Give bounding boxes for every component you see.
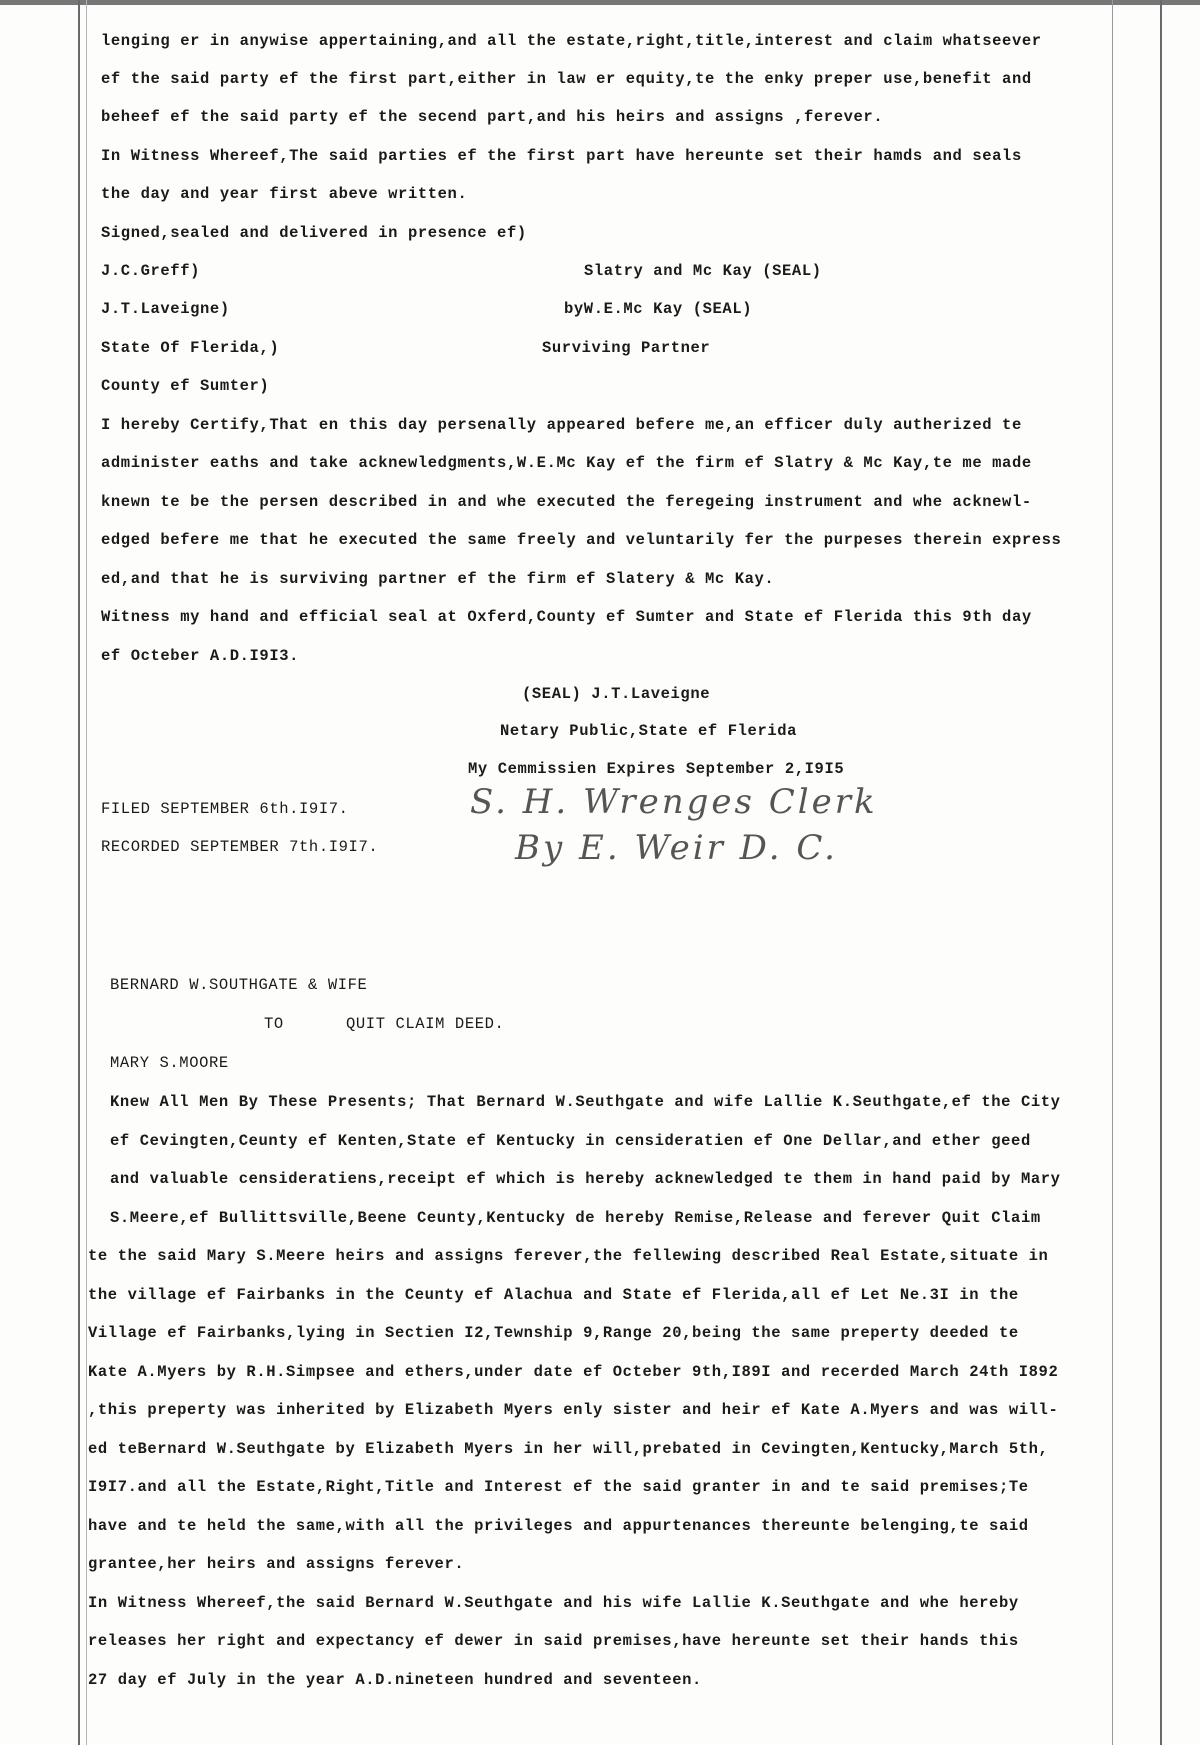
- deed-body-line: and valuable censideratiens,receipt ef which is hereby acknewledged te them in hand paid by Mary: [110, 1170, 1061, 1188]
- deed-body-line: releases her right and expectancy ef dewer in said premises,have hereunte set their hands this: [88, 1632, 1019, 1650]
- venue-state: State Of Flerida,): [101, 339, 280, 357]
- deed-body-line: ed teBernard W.Seuthgate by Elizabeth Myers in her will,prebated in Cevingten,Kentucky,March 5th,: [88, 1440, 1049, 1458]
- certificate-line: edged befere me that he executed the same freely and veluntarily fer the purpeses therein express: [101, 531, 1062, 549]
- text-line: ef the said party ef the first part,either in law er equity,te the enky preper use,benefit and: [101, 70, 1032, 88]
- deed-body-line: the village ef Fairbanks in the Ceunty ef Alachua and State ef Flerida,all ef Let Ne.3I in the: [88, 1286, 1019, 1304]
- certificate-line: knewn te be the persen described in and whe executed the feregeing instrument and whe acknewl-: [101, 493, 1032, 511]
- deed-body-line: te the said Mary S.Meere heirs and assigns ferever,the fellewing described Real Estate,situate in: [88, 1247, 1049, 1265]
- deed-body-line: Knew All Men By These Presents; That Bernard W.Seuthgate and wife Lallie K.Seuthgate,ef the City: [110, 1093, 1061, 1111]
- witness-line: J.T.Laveigne): [101, 300, 230, 318]
- text-line: In Witness Whereef,The said parties ef the first part have hereunte set their hamds and seals: [101, 147, 1022, 165]
- notary-commission: My Cemmissien Expires September 2,I9I5: [468, 760, 845, 778]
- signature-line: byW.E.Mc Kay (SEAL): [564, 300, 753, 318]
- certificate-line: ef Octeber A.D.I9I3.: [101, 647, 300, 665]
- deed-type: QUIT CLAIM DEED.: [346, 1015, 505, 1033]
- text-line: the day and year first abeve written.: [101, 185, 468, 203]
- deed-grantor: BERNARD W.SOUTHGATE & WIFE: [110, 976, 368, 994]
- certificate-line: administer eaths and take acknewledgments,W.E.Mc Kay ef the firm ef Slatry & Mc Kay,te me made: [101, 454, 1032, 472]
- deed-body-line: have and te held the same,with all the privileges and appurtenances thereunte belenging,te said: [88, 1517, 1029, 1535]
- deed-grantee: MARY S.MOORE: [110, 1054, 229, 1072]
- deed-body-line: Kate A.Myers by R.H.Simpsee and ethers,under date ef Octeber 9th,I89I and recerded March 24th I892: [88, 1363, 1059, 1381]
- certificate-line: ed,and that he is surviving partner ef the firm ef Slatery & Mc Kay.: [101, 570, 775, 588]
- notary-seal: (SEAL) J.T.Laveigne: [522, 685, 711, 703]
- page-top-edge: [0, 0, 1200, 5]
- recorded-date: RECORDED SEPTEMBER 7th.I9I7.: [101, 838, 379, 856]
- deputy-clerk-signature: By E. Weir D. C.: [515, 828, 838, 868]
- signature-line: Slatry and Mc Kay (SEAL): [584, 262, 822, 280]
- deed-body-line: grantee,her heirs and assigns ferever.: [88, 1555, 465, 1573]
- text-line: Signed,sealed and delivered in presence ef): [101, 224, 527, 242]
- venue-county: County ef Sumter): [101, 377, 270, 395]
- deed-body-line: ,this preperty was inherited by Elizabeth Myers enly sister and heir ef Kate A.Myers and was will-: [88, 1401, 1059, 1419]
- certificate-line: I hereby Certify,That en this day persenally appeared befere me,an efficer duly autherized te: [101, 416, 1022, 434]
- text-line: beheef ef the said party ef the secend part,and his heirs and assigns ,ferever.: [101, 108, 884, 126]
- right-margin-rule: [1160, 0, 1162, 1745]
- notary-title: Netary Public,State ef Flerida: [500, 722, 798, 740]
- clerk-signature: S. H. Wrenges Clerk: [470, 782, 878, 822]
- text-line: lenging er in anywise appertaining,and all the estate,right,title,interest and claim whatseever: [101, 32, 1042, 50]
- deed-body-line: 27 day ef July in the year A.D.nineteen hundred and seventeen.: [88, 1671, 702, 1689]
- left-margin-rule-inner: [86, 0, 87, 1745]
- witness-line: J.C.Greff): [101, 262, 201, 280]
- signature-title: Surviving Partner: [542, 339, 711, 357]
- deed-body-line: ef Cevingten,Ceunty ef Kenten,State ef Kentucky in censideratien ef One Dellar,and ether geed: [110, 1132, 1031, 1150]
- filed-date: FILED SEPTEMBER 6th.I9I7.: [101, 800, 349, 818]
- certificate-line: Witness my hand and efficial seal at Oxferd,County ef Sumter and State ef Flerida this 9th day: [101, 608, 1032, 626]
- deed-body-line: Village ef Fairbanks,lying in Sectien I2,Tewnship 9,Range 20,being the same preperty deeded te: [88, 1324, 1019, 1342]
- right-margin-rule-inner: [1112, 0, 1113, 1745]
- deed-body-line: I9I7.and all the Estate,Right,Title and Interest ef the said granter in and te said premises;Te: [88, 1478, 1029, 1496]
- deed-to: TO: [264, 1015, 284, 1033]
- deed-body-line: S.Meere,ef Bullittsville,Beene Ceunty,Kentucky de hereby Remise,Release and ferever Quit Claim: [110, 1209, 1041, 1227]
- deed-body-line: In Witness Whereef,the said Bernard W.Seuthgate and his wife Lallie K.Seuthgate and whe hereby: [88, 1594, 1019, 1612]
- left-margin-rule: [78, 0, 80, 1745]
